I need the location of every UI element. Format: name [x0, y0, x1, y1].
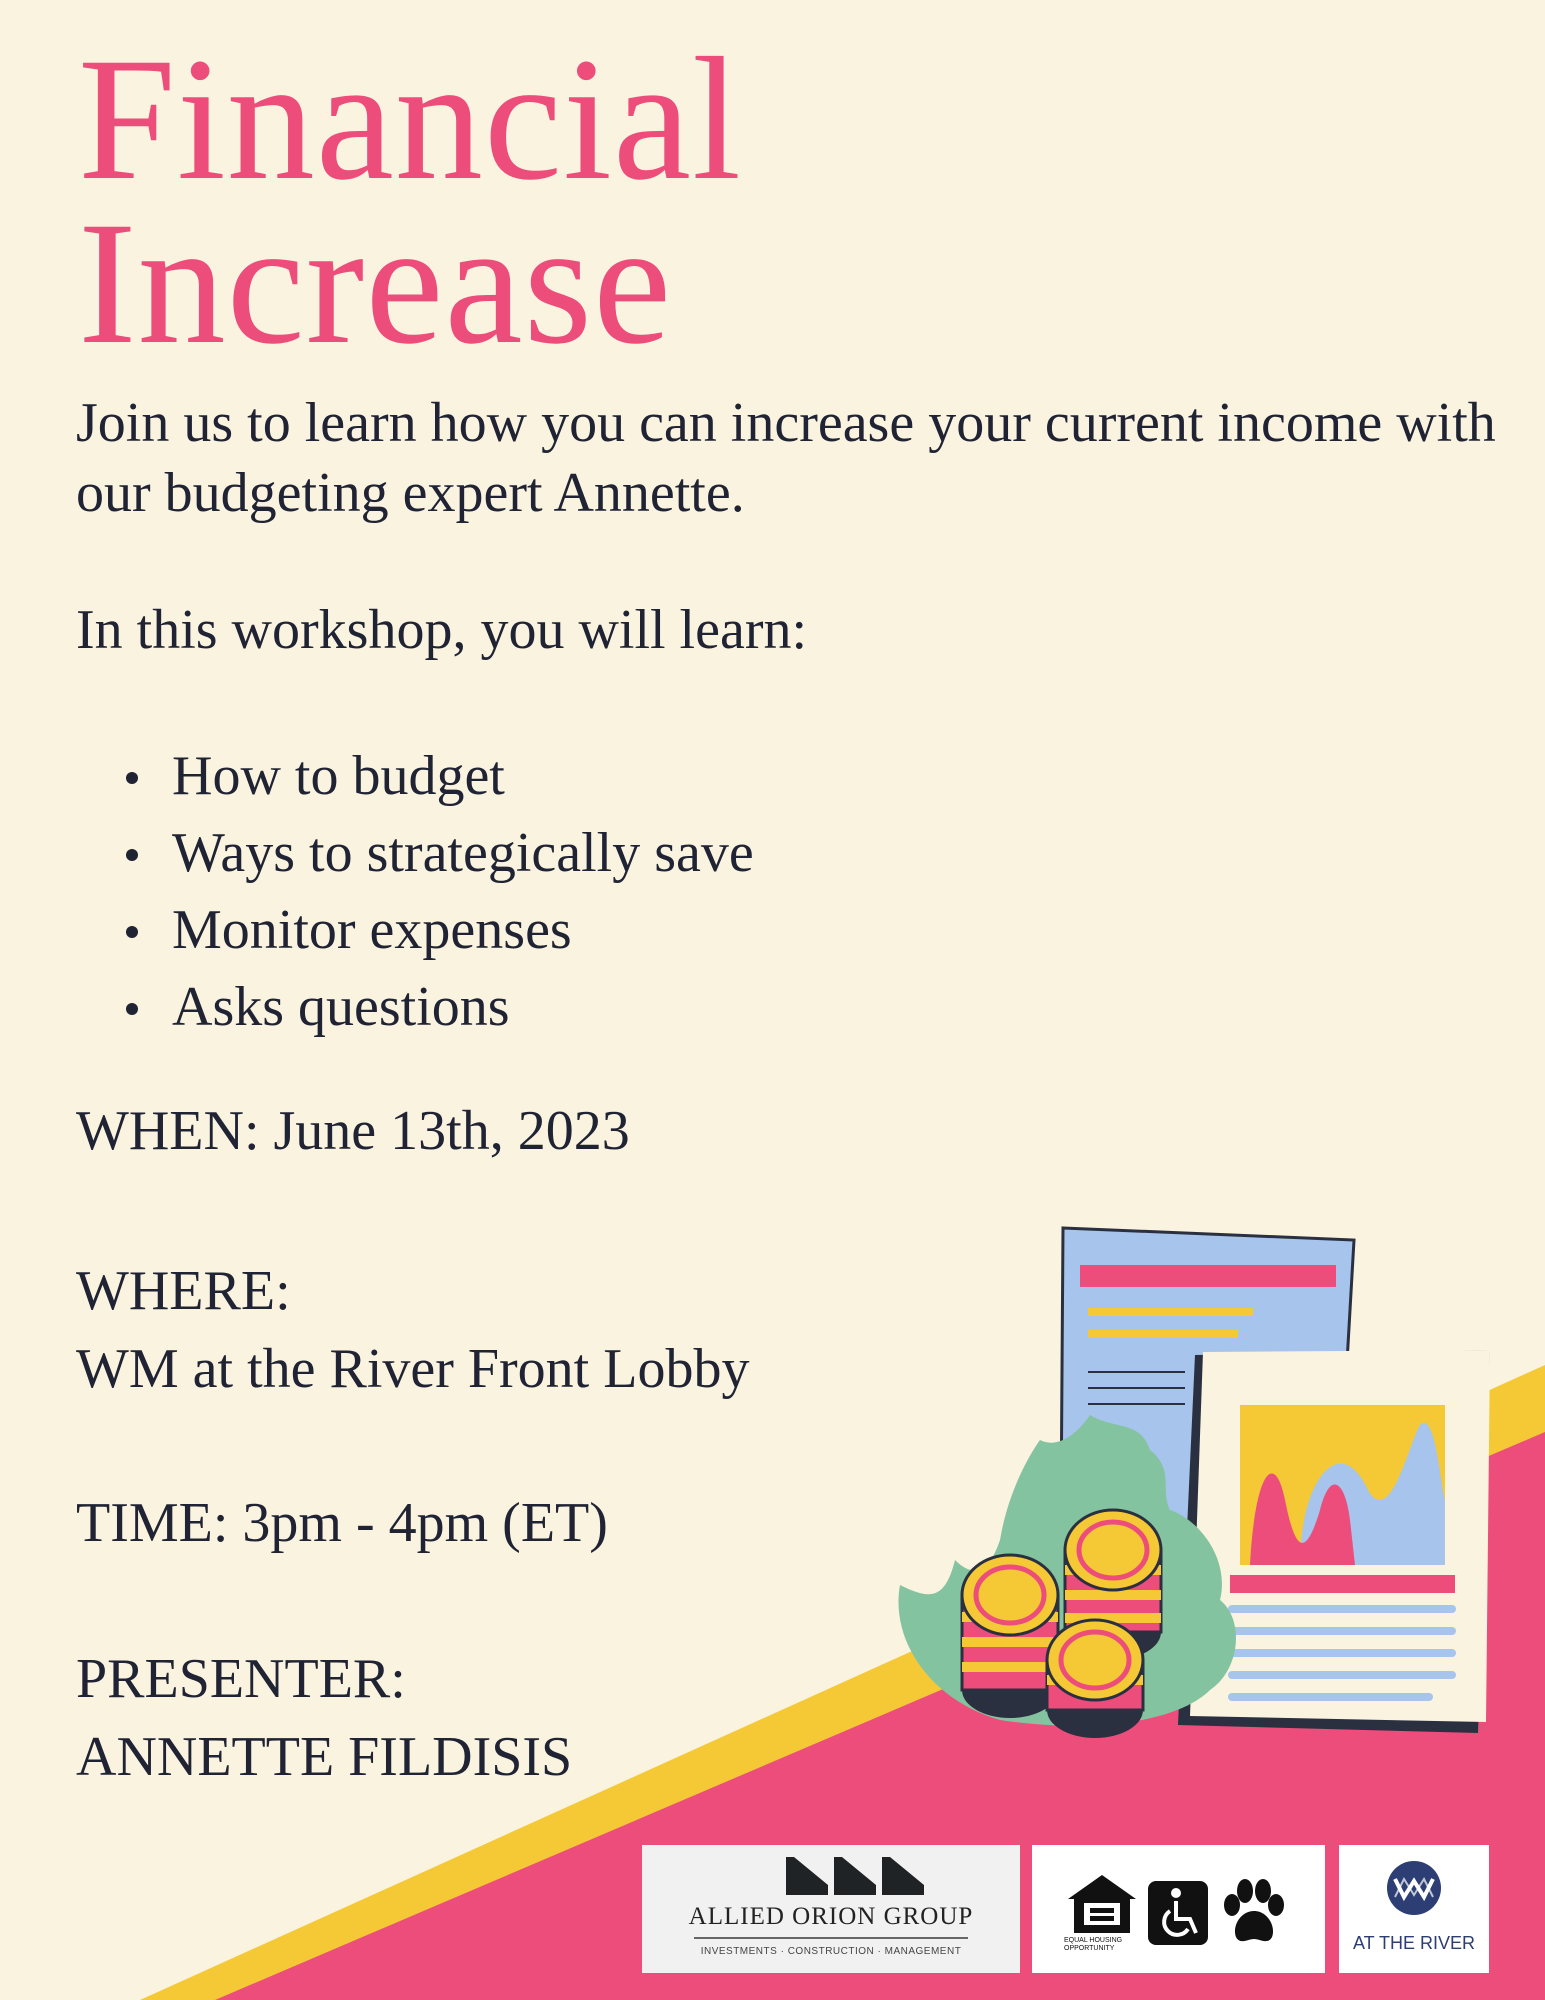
allied-orion-mark-icon — [698, 1855, 964, 1899]
learn-heading: In this workshop, you will learn: — [76, 599, 808, 661]
list-item: Asks questions — [76, 969, 754, 1046]
list-item: Ways to strategically save — [76, 815, 754, 892]
presenter-label: PRESENTER: — [76, 1648, 406, 1710]
page-title — [78, 22, 742, 381]
allied-orion-divider — [694, 1937, 968, 1939]
allied-orion-logo — [642, 1845, 1020, 1973]
list-item: How to budget — [76, 738, 754, 815]
learn-list — [76, 738, 754, 1046]
list-item: Monitor expenses — [76, 892, 754, 969]
where-value: WM at the River Front Lobby — [76, 1338, 750, 1400]
presenter-value: ANNETTE FILDISIS — [76, 1726, 573, 1788]
title-line-2: Increase — [78, 186, 673, 381]
wm-river-logo — [1339, 1845, 1489, 1973]
wheelchair-icon — [1148, 1881, 1208, 1945]
paw-icon — [1218, 1877, 1290, 1947]
allied-orion-name: ALLIED ORION GROUP — [688, 1903, 974, 1930]
wm-river-text: AT THE RIVER — [1352, 1933, 1476, 1953]
intro-text: Join us to learn how you can increase your current income with our budgeting expert Annette. — [76, 392, 1496, 524]
where-block — [76, 1252, 749, 1408]
equal-housing-logos — [1032, 1845, 1325, 1973]
presenter-block — [76, 1640, 572, 1796]
equal-housing-icon — [1066, 1873, 1138, 1935]
when-text: WHEN: June 13th, 2023 — [76, 1100, 630, 1162]
where-label: WHERE: — [76, 1260, 291, 1322]
title-line-1: Financial — [78, 22, 742, 217]
equal-housing-text: EQUAL HOUSING OPPORTUNITY — [1064, 1937, 1123, 1952]
wm-mark-icon — [1385, 1859, 1443, 1917]
time-text: TIME: 3pm - 4pm (ET) — [76, 1492, 608, 1554]
document-illustration-front — [1178, 1350, 1490, 1733]
allied-orion-tagline: INVESTMENTS · CONSTRUCTION · MANAGEMENT — [700, 1946, 962, 1957]
